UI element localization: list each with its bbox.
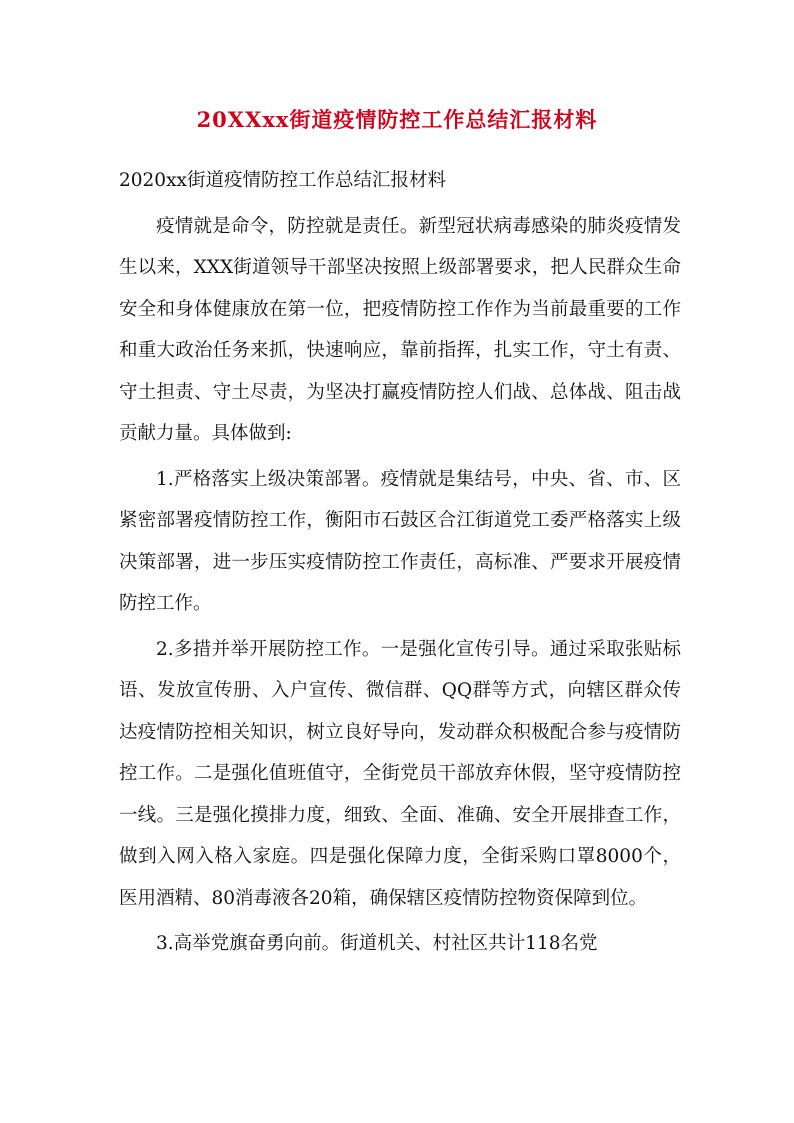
paragraph-3: 3.高举党旗奋勇向前。街道机关、村社区共计118名党	[156, 933, 598, 954]
paragraph-2: 2.多措并举开展防控工作。一是强化宣传引导。通过采取张贴标语、发放宣传册、入户宣传、微信群、QQ群等方式，向辖区群众传达疫情防控相关知识，树立良好导向，发动群众积极配合参与疫情防控工作。二是强化值班值守，全街党员干部放弃休假，坚守疫情防控一线。三是强化摸排力度，细致、全面、准确、安全开展排查工作，做到入网入格入家庭。四是强化保障力度，全街采购口罩8000个，医用酒精、80消毒液各20箱，确保辖区疫情防控物资保障到位。	[119, 638, 681, 909]
document-title: 20XXxx街道疫情防控工作总结汇报材料	[196, 107, 598, 132]
paragraph-intro: 疫情就是命令，防控就是责任。新型冠状病毒感染的肺炎疫情发生以来，XXX街道领导干部坚决按照上级部署要求，把人民群众生命安全和身体健康放在第一位，把疫情防控工作作为当前最重要的工作和重大政治任务来抓，快速响应，靠前指挥，扎实工作，守土有责、守土担责、守土尽责，为坚决打赢疫情防控人们战、总体战、阻击战贡献力量。具体做到:	[119, 215, 681, 444]
paragraph-1: 1.严格落实上级决策部署。疫情就是集结号，中央、省、市、区紧密部署疫情防控工作，衡阳市石鼓区合江街道党工委严格落实上级决策部署，进一步压实疫情防控工作责任，高标准、严要求开展疫情防控工作。	[119, 468, 681, 614]
document-subtitle: 2020xx街道疫情防控工作总结汇报材料	[119, 170, 446, 191]
document-body	[119, 160, 681, 965]
